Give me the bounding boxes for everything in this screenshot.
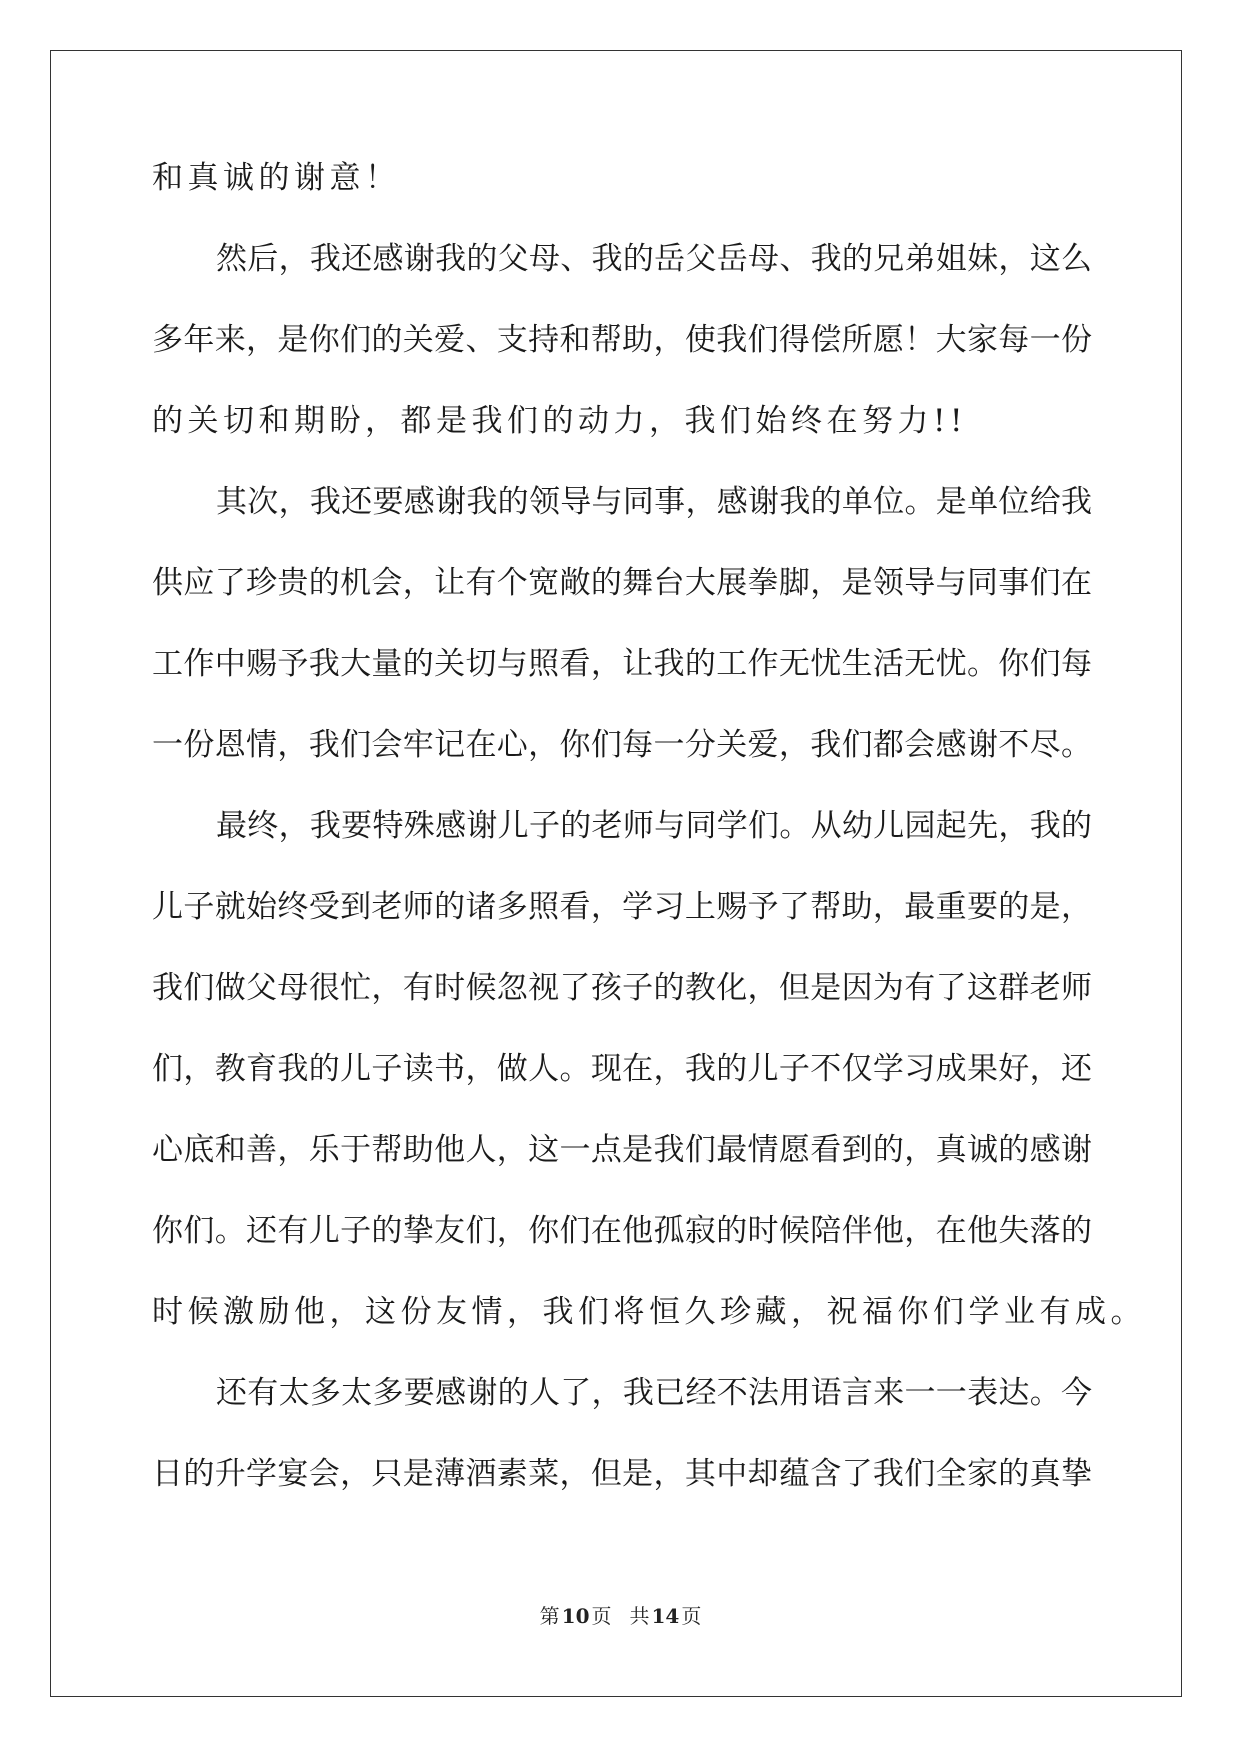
total-pages: 14 [651,1604,680,1628]
paragraph-line: 日的升学宴会，只是薄酒素菜，但是，其中却蕴含了我们全家的真挚 [152,1456,1092,1492]
paragraph-line: 和真诚的谢意！ [152,160,401,196]
paragraph-line: 的关切和期盼，都是我们的动力，我们始终在努力!! [152,403,967,439]
paragraph-line: 你们。还有儿子的挚友们，你们在他孤寂的时候陪伴他，在他失落的 [152,1213,1092,1249]
total-prefix: 共 [629,1604,650,1628]
paragraph-line: 我们做父母很忙，有时候忽视了孩子的教化，但是因为有了这群老师 [152,970,1092,1006]
paragraph-line: 一份恩情，我们会牢记在心，你们每一分关爱，我们都会感谢不尽。 [152,727,1092,763]
paragraph-line: 工作中赐予我大量的关切与照看，让我的工作无忧生活无忧。你们每 [152,646,1092,682]
paragraph-line: 儿子就始终受到老师的诸多照看，学习上赐予了帮助，最重要的是， [152,889,1092,925]
paragraph-line: 心底和善，乐于帮助他人，这一点是我们最情愿看到的，真诚的感谢 [152,1132,1092,1168]
paragraph-line: 然后，我还感谢我的父母、我的岳父岳母、我的兄弟姐妹，这么 [216,241,1092,277]
page-suffix: 页 [591,1604,612,1628]
page-prefix: 第 [539,1604,560,1628]
paragraph-line: 最终，我要特殊感谢儿子的老师与同学们。从幼儿园起先，我的 [216,808,1092,844]
document-body [152,160,1146,1540]
paragraph-line: 们，教育我的儿子读书，做人。现在，我的儿子不仅学习成果好，还 [152,1051,1092,1087]
paragraph-line: 供应了珍贵的机会，让有个宽敞的舞台大展拳脚，是领导与同事们在 [152,565,1092,601]
paragraph-line: 多年来，是你们的关爱、支持和帮助，使我们得偿所愿！大家每一份 [152,322,1092,358]
page-number: 10 [561,1604,590,1628]
paragraph-line: 其次，我还要感谢我的领导与同事，感谢我的单位。是单位给我 [216,484,1092,520]
page-footer [0,1604,1241,1628]
paragraph-line: 时候激励他，这份友情，我们将恒久珍藏，祝福你们学业有成。 [152,1294,1146,1330]
paragraph-line: 还有太多太多要感谢的人了，我已经不法用语言来一一表达。今 [216,1375,1092,1411]
total-suffix: 页 [681,1604,702,1628]
